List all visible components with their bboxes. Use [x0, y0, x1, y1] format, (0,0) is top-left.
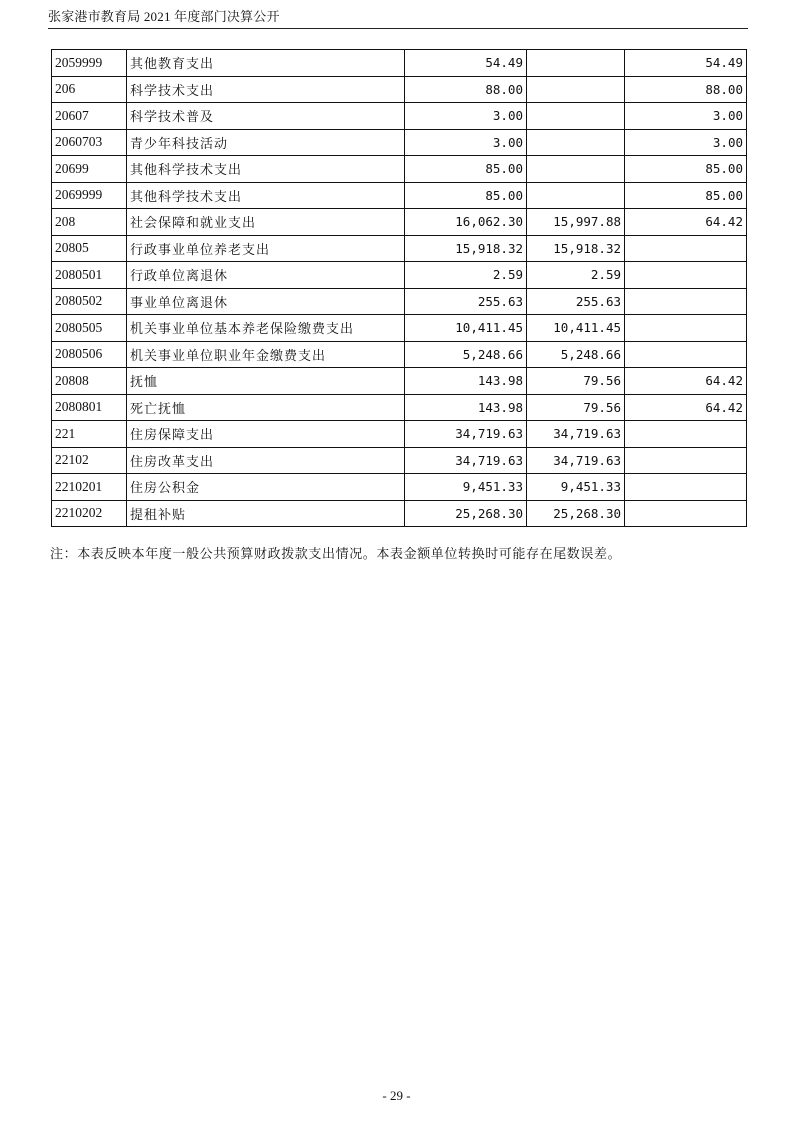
cell-total: 143.98: [405, 368, 527, 395]
cell-basic-expenditure: 79.56: [527, 368, 625, 395]
cell-basic-expenditure: 10,411.45: [527, 315, 625, 342]
cell-code: 2060703: [52, 129, 127, 156]
cell-name: 行政事业单位养老支出: [127, 235, 405, 262]
table-row: [52, 288, 747, 315]
cell-name: 行政单位离退休: [127, 262, 405, 289]
table-row: [52, 76, 747, 103]
cell-code: 2080801: [52, 394, 127, 421]
cell-project-expenditure: [625, 500, 747, 527]
cell-project-expenditure: 88.00: [625, 76, 747, 103]
cell-basic-expenditure: 34,719.63: [527, 447, 625, 474]
cell-basic-expenditure: [527, 129, 625, 156]
cell-code: 22102: [52, 447, 127, 474]
cell-basic-expenditure: [527, 182, 625, 209]
cell-name: 机关事业单位职业年金缴费支出: [127, 341, 405, 368]
table-row: [52, 474, 747, 501]
cell-code: 221: [52, 421, 127, 448]
cell-code: 2080506: [52, 341, 127, 368]
table-row: [52, 341, 747, 368]
cell-name: 住房保障支出: [127, 421, 405, 448]
cell-basic-expenditure: 255.63: [527, 288, 625, 315]
cell-project-expenditure: [625, 421, 747, 448]
cell-basic-expenditure: 5,248.66: [527, 341, 625, 368]
table-row: [52, 315, 747, 342]
cell-total: 85.00: [405, 156, 527, 183]
table-row: [52, 394, 747, 421]
cell-name: 科学技术支出: [127, 76, 405, 103]
cell-name: 机关事业单位基本养老保险缴费支出: [127, 315, 405, 342]
cell-project-expenditure: [625, 447, 747, 474]
cell-basic-expenditure: [527, 103, 625, 130]
table-row: [52, 500, 747, 527]
cell-code: 20805: [52, 235, 127, 262]
cell-project-expenditure: 3.00: [625, 103, 747, 130]
cell-total: 85.00: [405, 182, 527, 209]
cell-code: 2080501: [52, 262, 127, 289]
cell-code: 2080505: [52, 315, 127, 342]
cell-basic-expenditure: [527, 50, 625, 77]
table-row: [52, 368, 747, 395]
cell-total: 255.63: [405, 288, 527, 315]
cell-total: 15,918.32: [405, 235, 527, 262]
cell-code: 20808: [52, 368, 127, 395]
cell-project-expenditure: 85.00: [625, 182, 747, 209]
table-row: [52, 235, 747, 262]
cell-total: 16,062.30: [405, 209, 527, 236]
document-title: 张家港市教育局 2021 年度部门决算公开: [48, 9, 280, 24]
table-row: [52, 262, 747, 289]
expenditure-table: [51, 49, 747, 527]
cell-name: 科学技术普及: [127, 103, 405, 130]
cell-code: 2210201: [52, 474, 127, 501]
cell-name: 住房公积金: [127, 474, 405, 501]
cell-name: 事业单位离退休: [127, 288, 405, 315]
cell-code: 20607: [52, 103, 127, 130]
cell-total: 10,411.45: [405, 315, 527, 342]
cell-project-expenditure: [625, 341, 747, 368]
cell-total: 5,248.66: [405, 341, 527, 368]
cell-name: 青少年科技活动: [127, 129, 405, 156]
cell-project-expenditure: 64.42: [625, 368, 747, 395]
cell-total: 54.49: [405, 50, 527, 77]
cell-total: 3.00: [405, 103, 527, 130]
table-row: [52, 50, 747, 77]
cell-basic-expenditure: [527, 156, 625, 183]
cell-name: 死亡抚恤: [127, 394, 405, 421]
cell-project-expenditure: 3.00: [625, 129, 747, 156]
cell-total: 3.00: [405, 129, 527, 156]
cell-basic-expenditure: 15,918.32: [527, 235, 625, 262]
table-note: 注：本表反映本年度一般公共预算财政拨款支出情况。本表金额单位转换时可能存在尾数误差。: [50, 547, 622, 562]
cell-basic-expenditure: [527, 76, 625, 103]
cell-code: 2080502: [52, 288, 127, 315]
cell-total: 25,268.30: [405, 500, 527, 527]
table-row: [52, 103, 747, 130]
cell-code: 2059999: [52, 50, 127, 77]
cell-code: 2210202: [52, 500, 127, 527]
cell-name: 抚恤: [127, 368, 405, 395]
cell-total: 143.98: [405, 394, 527, 421]
cell-name: 其他科学技术支出: [127, 182, 405, 209]
cell-basic-expenditure: 15,997.88: [527, 209, 625, 236]
cell-project-expenditure: 64.42: [625, 209, 747, 236]
cell-project-expenditure: [625, 235, 747, 262]
cell-basic-expenditure: 34,719.63: [527, 421, 625, 448]
table-row: [52, 447, 747, 474]
cell-code: 2069999: [52, 182, 127, 209]
cell-name: 社会保障和就业支出: [127, 209, 405, 236]
cell-total: 88.00: [405, 76, 527, 103]
table-body: [52, 50, 747, 527]
cell-total: 34,719.63: [405, 447, 527, 474]
cell-project-expenditure: [625, 474, 747, 501]
cell-name: 提租补贴: [127, 500, 405, 527]
cell-basic-expenditure: 9,451.33: [527, 474, 625, 501]
cell-project-expenditure: 85.00: [625, 156, 747, 183]
table-row: [52, 156, 747, 183]
page-header: [48, 8, 748, 29]
cell-project-expenditure: [625, 288, 747, 315]
cell-basic-expenditure: 25,268.30: [527, 500, 625, 527]
cell-name: 其他科学技术支出: [127, 156, 405, 183]
cell-project-expenditure: 54.49: [625, 50, 747, 77]
cell-project-expenditure: [625, 315, 747, 342]
cell-code: 20699: [52, 156, 127, 183]
cell-basic-expenditure: 79.56: [527, 394, 625, 421]
cell-name: 住房改革支出: [127, 447, 405, 474]
table-row: [52, 129, 747, 156]
cell-name: 其他教育支出: [127, 50, 405, 77]
cell-project-expenditure: 64.42: [625, 394, 747, 421]
table-row: [52, 421, 747, 448]
cell-total: 2.59: [405, 262, 527, 289]
cell-total: 34,719.63: [405, 421, 527, 448]
cell-project-expenditure: [625, 262, 747, 289]
cell-code: 208: [52, 209, 127, 236]
cell-code: 206: [52, 76, 127, 103]
cell-total: 9,451.33: [405, 474, 527, 501]
cell-basic-expenditure: 2.59: [527, 262, 625, 289]
page-number: - 29 -: [382, 1088, 411, 1103]
table-row: [52, 209, 747, 236]
table-row: [52, 182, 747, 209]
